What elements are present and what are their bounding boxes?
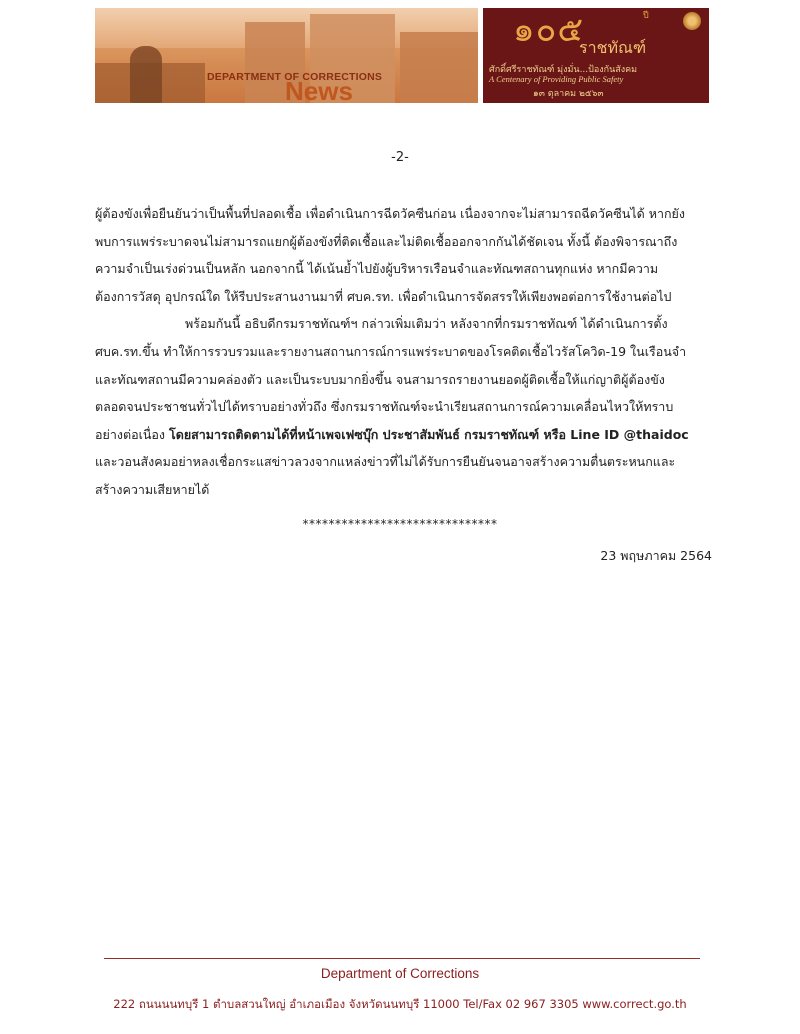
body-line: และทัณฑสถานมีความคล่องตัว และเป็นระบบมากยิ่งขึ้น จนสามารถรายงานยอดผู้ติดเชื้อให้แก่ญาติผู้ต้องขัง [95,371,665,387]
body-line: ความจำเป็นเร่งด่วนเป็นหลัก นอกจากนี้ ได้เน้นย้ำไปยังผู้บริหารเรือนจำและทัณฑสถานทุกแห่ง หากมีความ [95,261,659,277]
body-line: ผู้ต้องขังเพื่อยืนยันว่าเป็นพื้นที่ปลอดเชื้อ เพื่อดำเนินการฉีดวัคซีนก่อน เนื่องจากจะไม่สามารถฉีดวัคซีนได้ หากยัง [95,206,685,221]
page-number: -2- [391,150,409,165]
anniversary-department: ราชทัณฑ์ [579,38,647,57]
building-graphic [400,32,478,103]
document-date: 23 พฤษภาคม 2564 [600,548,712,563]
seal-icon [683,12,701,30]
anniversary-logo [483,8,709,103]
body-line: ต้องการวัสดุ อุปกรณ์ใด ให้รีบประสานงานมาที่ ศบค.รท. เพื่อดำเนินการจัดสรรให้เพียงพอต่อการใช้งานต่อไป [95,288,672,304]
header-banner [95,8,709,103]
body-line: พบการแพร่ระบาดจนไม่สามารถแยกผู้ต้องขังที่ติดเชื้อและไม่ติดเชื้อออกจากกันได้ชัดเจน ทั้งนี้ ต้องพิจารณาถึง [95,233,678,249]
anniversary-slogan-th: ศักดิ์ศรีราชทัณฑ์ มุ่งมั่น...ป้องกันสังคม [489,65,638,75]
body-line: พร้อมกันนี้ อธิบดีกรมราชทัณฑ์ฯ กล่าวเพิ่มเติมว่า หลังจากที่กรมราชทัณฑ์ ได้ดำเนินการตั้ง [185,316,668,332]
body-line [95,421,715,449]
body-line: สร้างความเสียหายได้ [95,481,210,497]
separator: ****************************** [302,517,498,531]
banner-department-title: DEPARTMENT OF CORRECTIONS [207,71,383,83]
anniversary-number: ๑๐๕ [513,10,585,50]
contact-highlight: โดยสามารถติดตามได้ที่หน้าเพจเฟซบุ๊ก ประชาสัมพันธ์ กรมราชทัณฑ์ หรือ Line ID @thaidoc [168,426,689,442]
guard-figure-graphic [130,46,162,103]
footer-department: Department of Corrections [320,966,480,981]
body-line: และวอนสังคมอย่าหลงเชื่อกระแสข่าวลวงจากแหล่งข่าวที่ไม่ได้รับการยืนยันจนอาจสร้างความตื่นตระหนกและ [95,454,676,470]
footer-address: 222 ถนนนนทบุรี 1 ตำบลสวนใหญ่ อำเภอเมือง จังหวัดนนทบุรี 11000 Tel/Fax 02 967 3305 www.correct.go.th [113,997,687,1011]
body-line: ตลอดจนประชาชนทั่วไปได้ทราบอย่างทั่วถึง ซึ่งกรมราชทัณฑ์จะนำเรียนสถานการณ์ความเคลื่อนไหวให้ทราบ [95,399,674,415]
body-line: ศบค.รท.ขึ้น ทำให้การรวบรวมและรายงานสถานการณ์การแพร่ระบาดของโรคติดเชื้อไวรัสโควิด-19 ในเรือนจำ [95,343,687,359]
banner-photo [95,8,478,103]
banner-news-title: News [285,76,353,103]
article-body [95,200,715,504]
anniversary-date: ๑๓ ตุลาคม ๒๕๖๓ [533,89,604,99]
anniversary-unit: ปี [643,11,649,21]
anniversary-slogan-en: A Centenary of Providing Public Safety [489,74,624,84]
body-text-span: อย่างต่อเนื่อง [95,426,169,442]
footer-divider [104,958,700,959]
